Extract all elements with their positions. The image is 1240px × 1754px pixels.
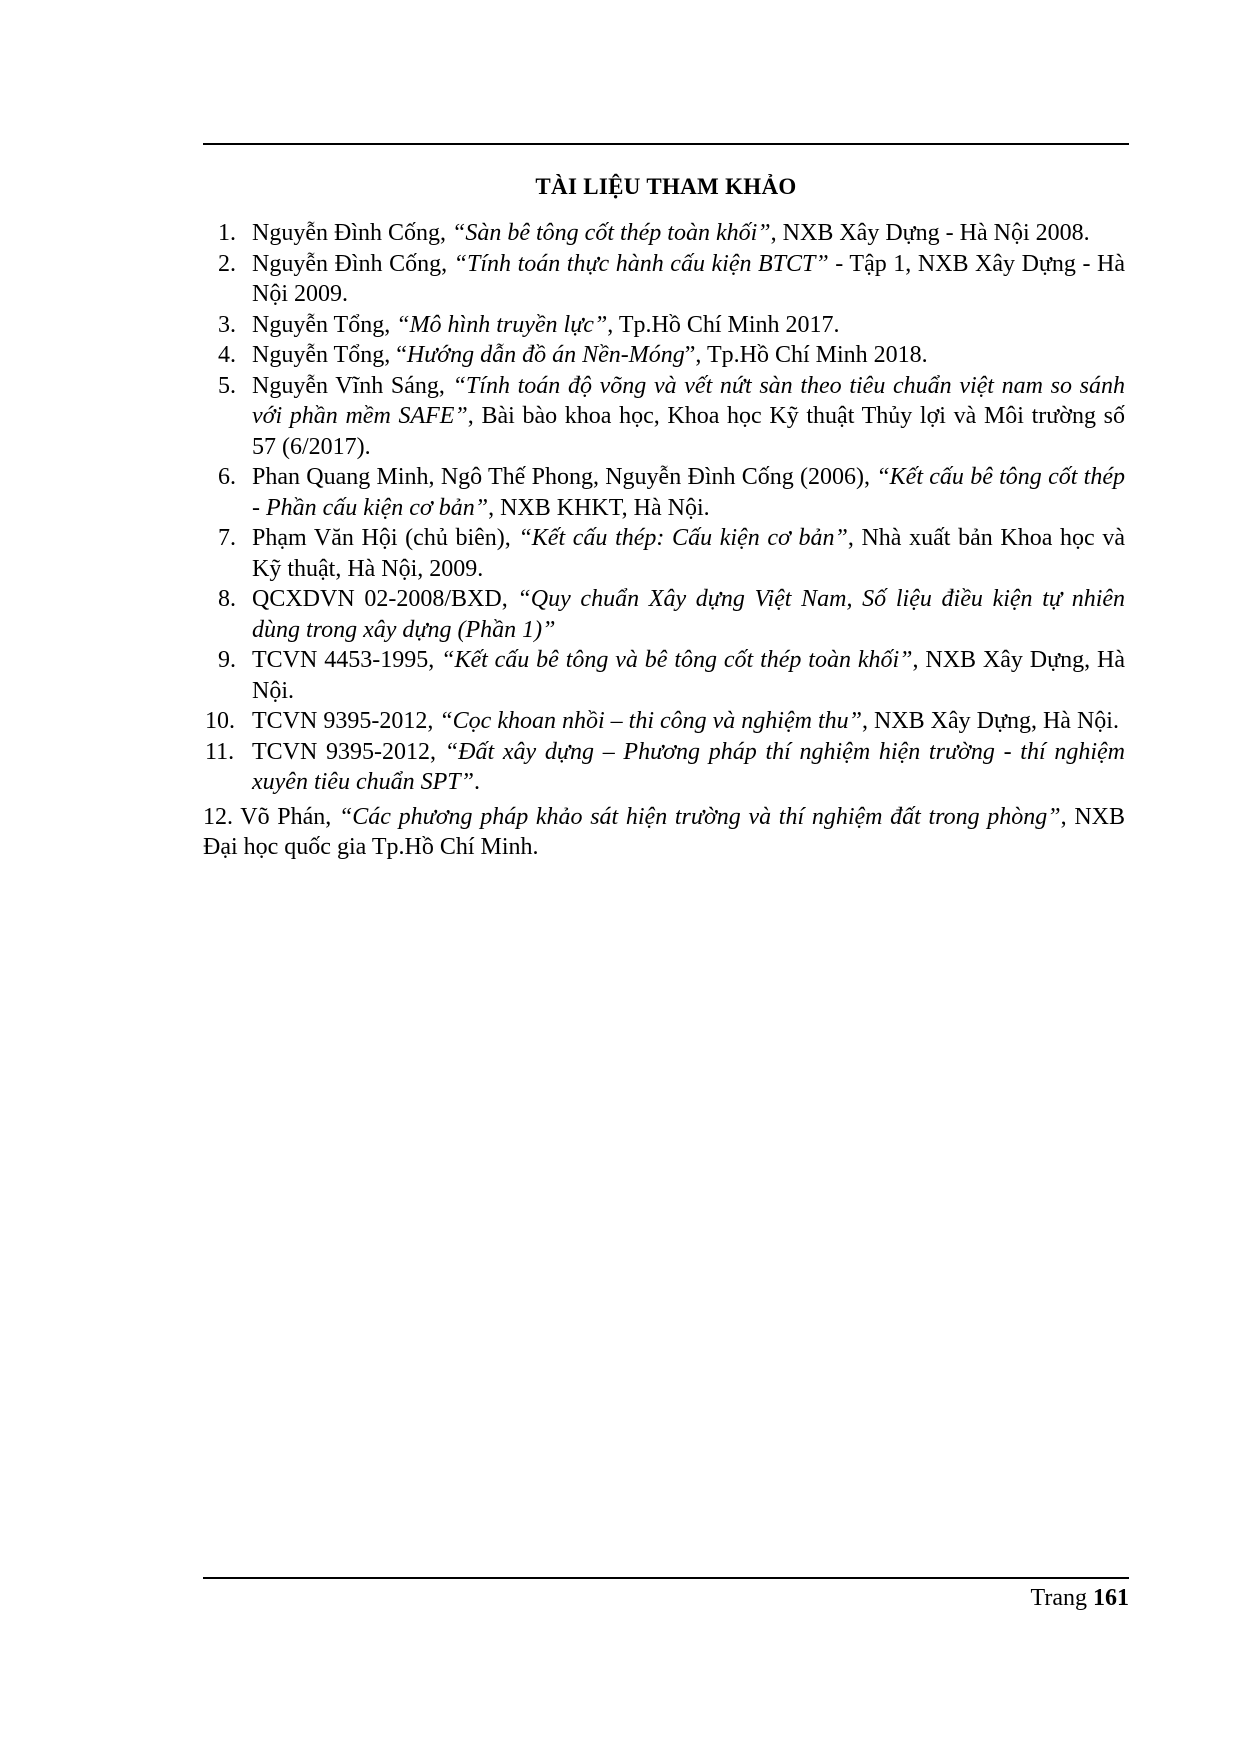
footer-rule <box>203 1577 1129 1579</box>
reference-author: Nguyễn Tổng, <box>252 311 397 338</box>
reference-title: Hướng dẫn đồ án Nền-Móng <box>406 342 685 368</box>
reference-number: 4. <box>218 342 236 368</box>
reference-number: 2. <box>218 250 236 277</box>
page-title: TÀI LIỆU THAM KHẢO <box>535 174 797 199</box>
reference-number: 10. <box>205 708 235 734</box>
reference-publisher: , Bài bào khoa học, Khoa học Kỹ thuật Thủy lợi và Môi trường số 57 (6/2017). <box>252 403 1125 460</box>
page-footer <box>1031 1585 1129 1612</box>
reference-author: QCXDVN 02-2008/BXD, <box>252 586 518 612</box>
reference-item <box>203 462 1125 523</box>
reference-title: “Mô hình truyền lực” <box>396 311 608 338</box>
reference-author: Nguyễn Tổng, “ <box>252 342 407 368</box>
page-number: 161 <box>1093 1585 1129 1611</box>
reference-item <box>203 584 1125 645</box>
reference-number: 5. <box>218 372 236 399</box>
reference-number: 1. <box>218 220 236 246</box>
reference-number: 7. <box>218 525 236 551</box>
reference-publisher: , Nhà xuất bản Khoa học và Kỹ thuật, Hà Nội, 2009. <box>252 525 1125 582</box>
reference-item <box>203 340 1125 371</box>
reference-author: TCVN 9395-2012, <box>252 708 440 734</box>
reference-title: “Kết cấu bê tông và bê tông cốt thép toàn khối” <box>441 647 913 673</box>
reference-publisher: - Tập 1, NXB Xây Dựng - Hà Nội 2009. <box>252 250 1126 307</box>
reference-author: Phạm Văn Hội (chủ biên), <box>252 525 519 551</box>
reference-publisher: , NXB Xây Dựng, Hà Nội. <box>861 708 1119 734</box>
reference-publisher: , Tp.Hồ Chí Minh 2017. <box>607 311 840 338</box>
reference-title: “Tính toán độ võng và vết nứt sàn theo tiêu chuẩn việt nam so sánh với phần mềm SAFE” <box>252 372 1125 429</box>
reference-item <box>203 523 1125 584</box>
reference-author: Phan Quang Minh, Ngô Thế Phong, Nguyễn Đình Cống (2006), <box>252 464 877 490</box>
reference-list <box>203 218 1125 863</box>
reference-publisher: , NXB KHKT, Hà Nội. <box>488 494 710 521</box>
reference-author: TCVN 4453-1995, <box>252 647 442 673</box>
reference-item <box>203 249 1125 310</box>
reference-item <box>203 218 1125 249</box>
reference-title: “Tính toán thực hành cấu kiện BTCT” <box>453 250 829 277</box>
reference-item <box>203 706 1125 737</box>
reference-number: 8. <box>218 586 236 612</box>
reference-title: “Kết cấu thép: Cấu kiện cơ bản” <box>518 525 848 551</box>
reference-item <box>203 737 1125 798</box>
reference-title: “Các phương pháp khảo sát hiện trường và thí nghiệm đất trong phòng” <box>338 803 1061 830</box>
reference-author: Nguyễn Đình Cống, <box>252 220 452 246</box>
reference-title: “Quy chuẩn Xây dựng Việt Nam, Số liệu điều kiện tự nhiên dùng trong xây dựng (Phần 1)” <box>252 586 1126 643</box>
reference-number: 12. <box>203 803 233 830</box>
reference-item <box>203 371 1125 463</box>
reference-item <box>203 310 1125 341</box>
reference-author: Nguyễn Đình Cống, <box>252 250 454 277</box>
reference-number: 6. <box>218 464 236 490</box>
header-rule <box>203 143 1129 145</box>
reference-item <box>203 645 1125 706</box>
reference-publisher: . <box>473 769 480 795</box>
reference-title: “Sàn bê tông cốt thép toàn khối” <box>452 220 771 246</box>
reference-title: “Đất xây dựng – Phương pháp thí nghiệm hiện trường - thí nghiệm xuyên tiêu chuẩn SPT” <box>252 738 1125 795</box>
reference-title: “Cọc khoan nhồi – thi công và nghiệm thu” <box>439 708 862 734</box>
reference-author: Nguyễn Vĩnh Sáng, <box>252 372 453 399</box>
reference-number: 11. <box>205 738 235 765</box>
reference-number: 3. <box>218 311 236 338</box>
reference-title: “Kết cấu bê tông cốt thép - Phần cấu kiện cơ bản” <box>252 464 1125 521</box>
reference-publisher: ”, Tp.Hồ Chí Minh 2018. <box>684 342 928 368</box>
reference-publisher: , NXB Xây Dựng - Hà Nội 2008. <box>770 220 1090 246</box>
reference-publisher: , NXB Đại học quốc gia Tp.Hồ Chí Minh. <box>203 803 1125 860</box>
reference-number: 9. <box>218 647 236 673</box>
reference-item <box>203 802 1125 863</box>
reference-author: Võ Phán, <box>233 803 339 830</box>
page-label: Trang <box>1030 1585 1093 1611</box>
reference-author: TCVN 9395-2012, <box>252 738 445 765</box>
reference-publisher: , NXB Xây Dựng, Hà Nội. <box>252 647 1125 704</box>
